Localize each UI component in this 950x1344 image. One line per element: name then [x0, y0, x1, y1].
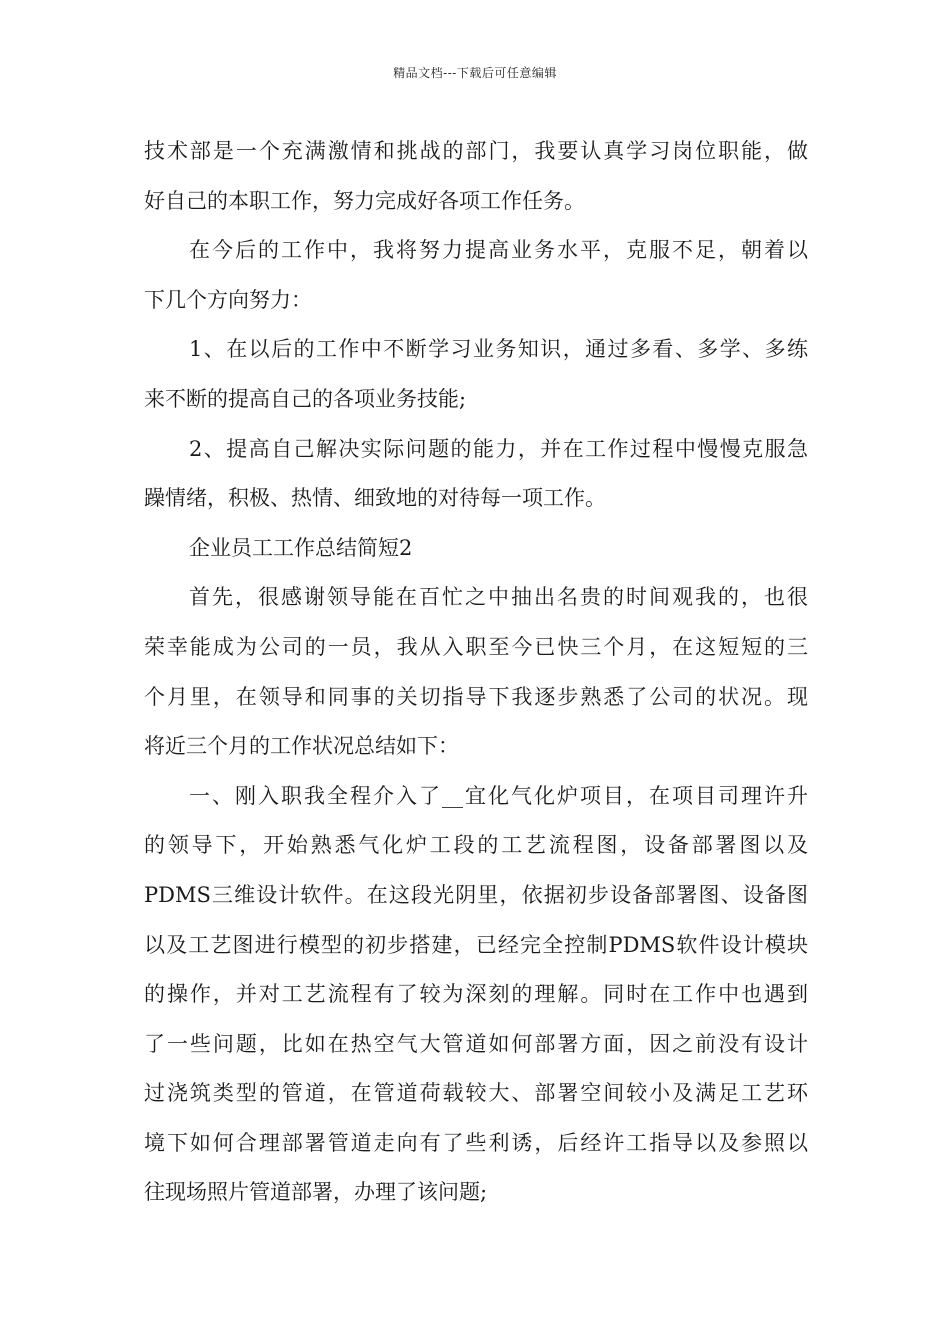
text-line: 境下如何合理部署管道走向有了些利诱，后经许工指导以及参照以 [144, 1130, 808, 1155]
text-line: 了一些问题，比如在热空气大管道如何部署方面，因之前没有设计 [144, 1031, 808, 1056]
text-line: 以及工艺图进行模型的初步搭建，已经完全控制PDMS软件设计模块 [144, 932, 808, 957]
text-line: PDMS三维设计软件。在这段光阴里，依据初步设备部署图、设备图 [144, 882, 808, 907]
text-line: 来不断的提高自己的各项业务技能; [144, 386, 467, 411]
text-line: 个月里，在领导和同事的关切指导下我逐步熟悉了公司的状况。现 [144, 684, 808, 709]
text-line: 将近三个月的工作状况总结如下： [144, 734, 459, 759]
text-line: 下几个方向努力： [144, 287, 312, 312]
page-header: 精品文档---下载后可任意编辑 [393, 66, 557, 80]
text-line: 2、提高自己解决实际问题的能力，并在工作过程中慢慢克服急 [189, 436, 808, 461]
text-line: 在今后的工作中，我将努力提高业务水平，克服不足，朝着以 [189, 238, 808, 263]
text-line: 好自己的本职工作，努力完成好各项工作任务。 [144, 188, 585, 213]
text-line: 1、在以后的工作中不断学习业务知识，通过多看、多学、多练 [189, 337, 808, 362]
text-line: 的领导下，开始熟悉气化炉工段的工艺流程图，设备部署图以及 [144, 833, 808, 858]
document-body [144, 127, 808, 1218]
text-line: 往现场照片管道部署，办理了该问题; [144, 1180, 488, 1205]
text-line: 的操作，并对工艺流程有了较为深刻的理解。同时在工作中也遇到 [144, 982, 808, 1007]
text-line: 一、刚入职我全程介入了__宜化气化炉项目，在项目司理许升 [189, 783, 808, 808]
text-line: 荣幸能成为公司的一员，我从入职至今已快三个月，在这短短的三 [144, 634, 808, 659]
text-line: 技术部是一个充满激情和挑战的部门，我要认真学习岗位职能，做 [144, 139, 808, 163]
section-heading: 企业员工工作总结简短2 [189, 535, 413, 560]
text-line: 躁情绪，积极、热情、细致地的对待每一项工作。 [144, 486, 606, 511]
text-line: 首先，很感谢领导能在百忙之中抽出名贵的时间观我的，也很 [189, 585, 808, 610]
text-line: 过浇筑类型的管道，在管道荷载较大、部署空间较小及满足工艺环 [144, 1081, 808, 1106]
